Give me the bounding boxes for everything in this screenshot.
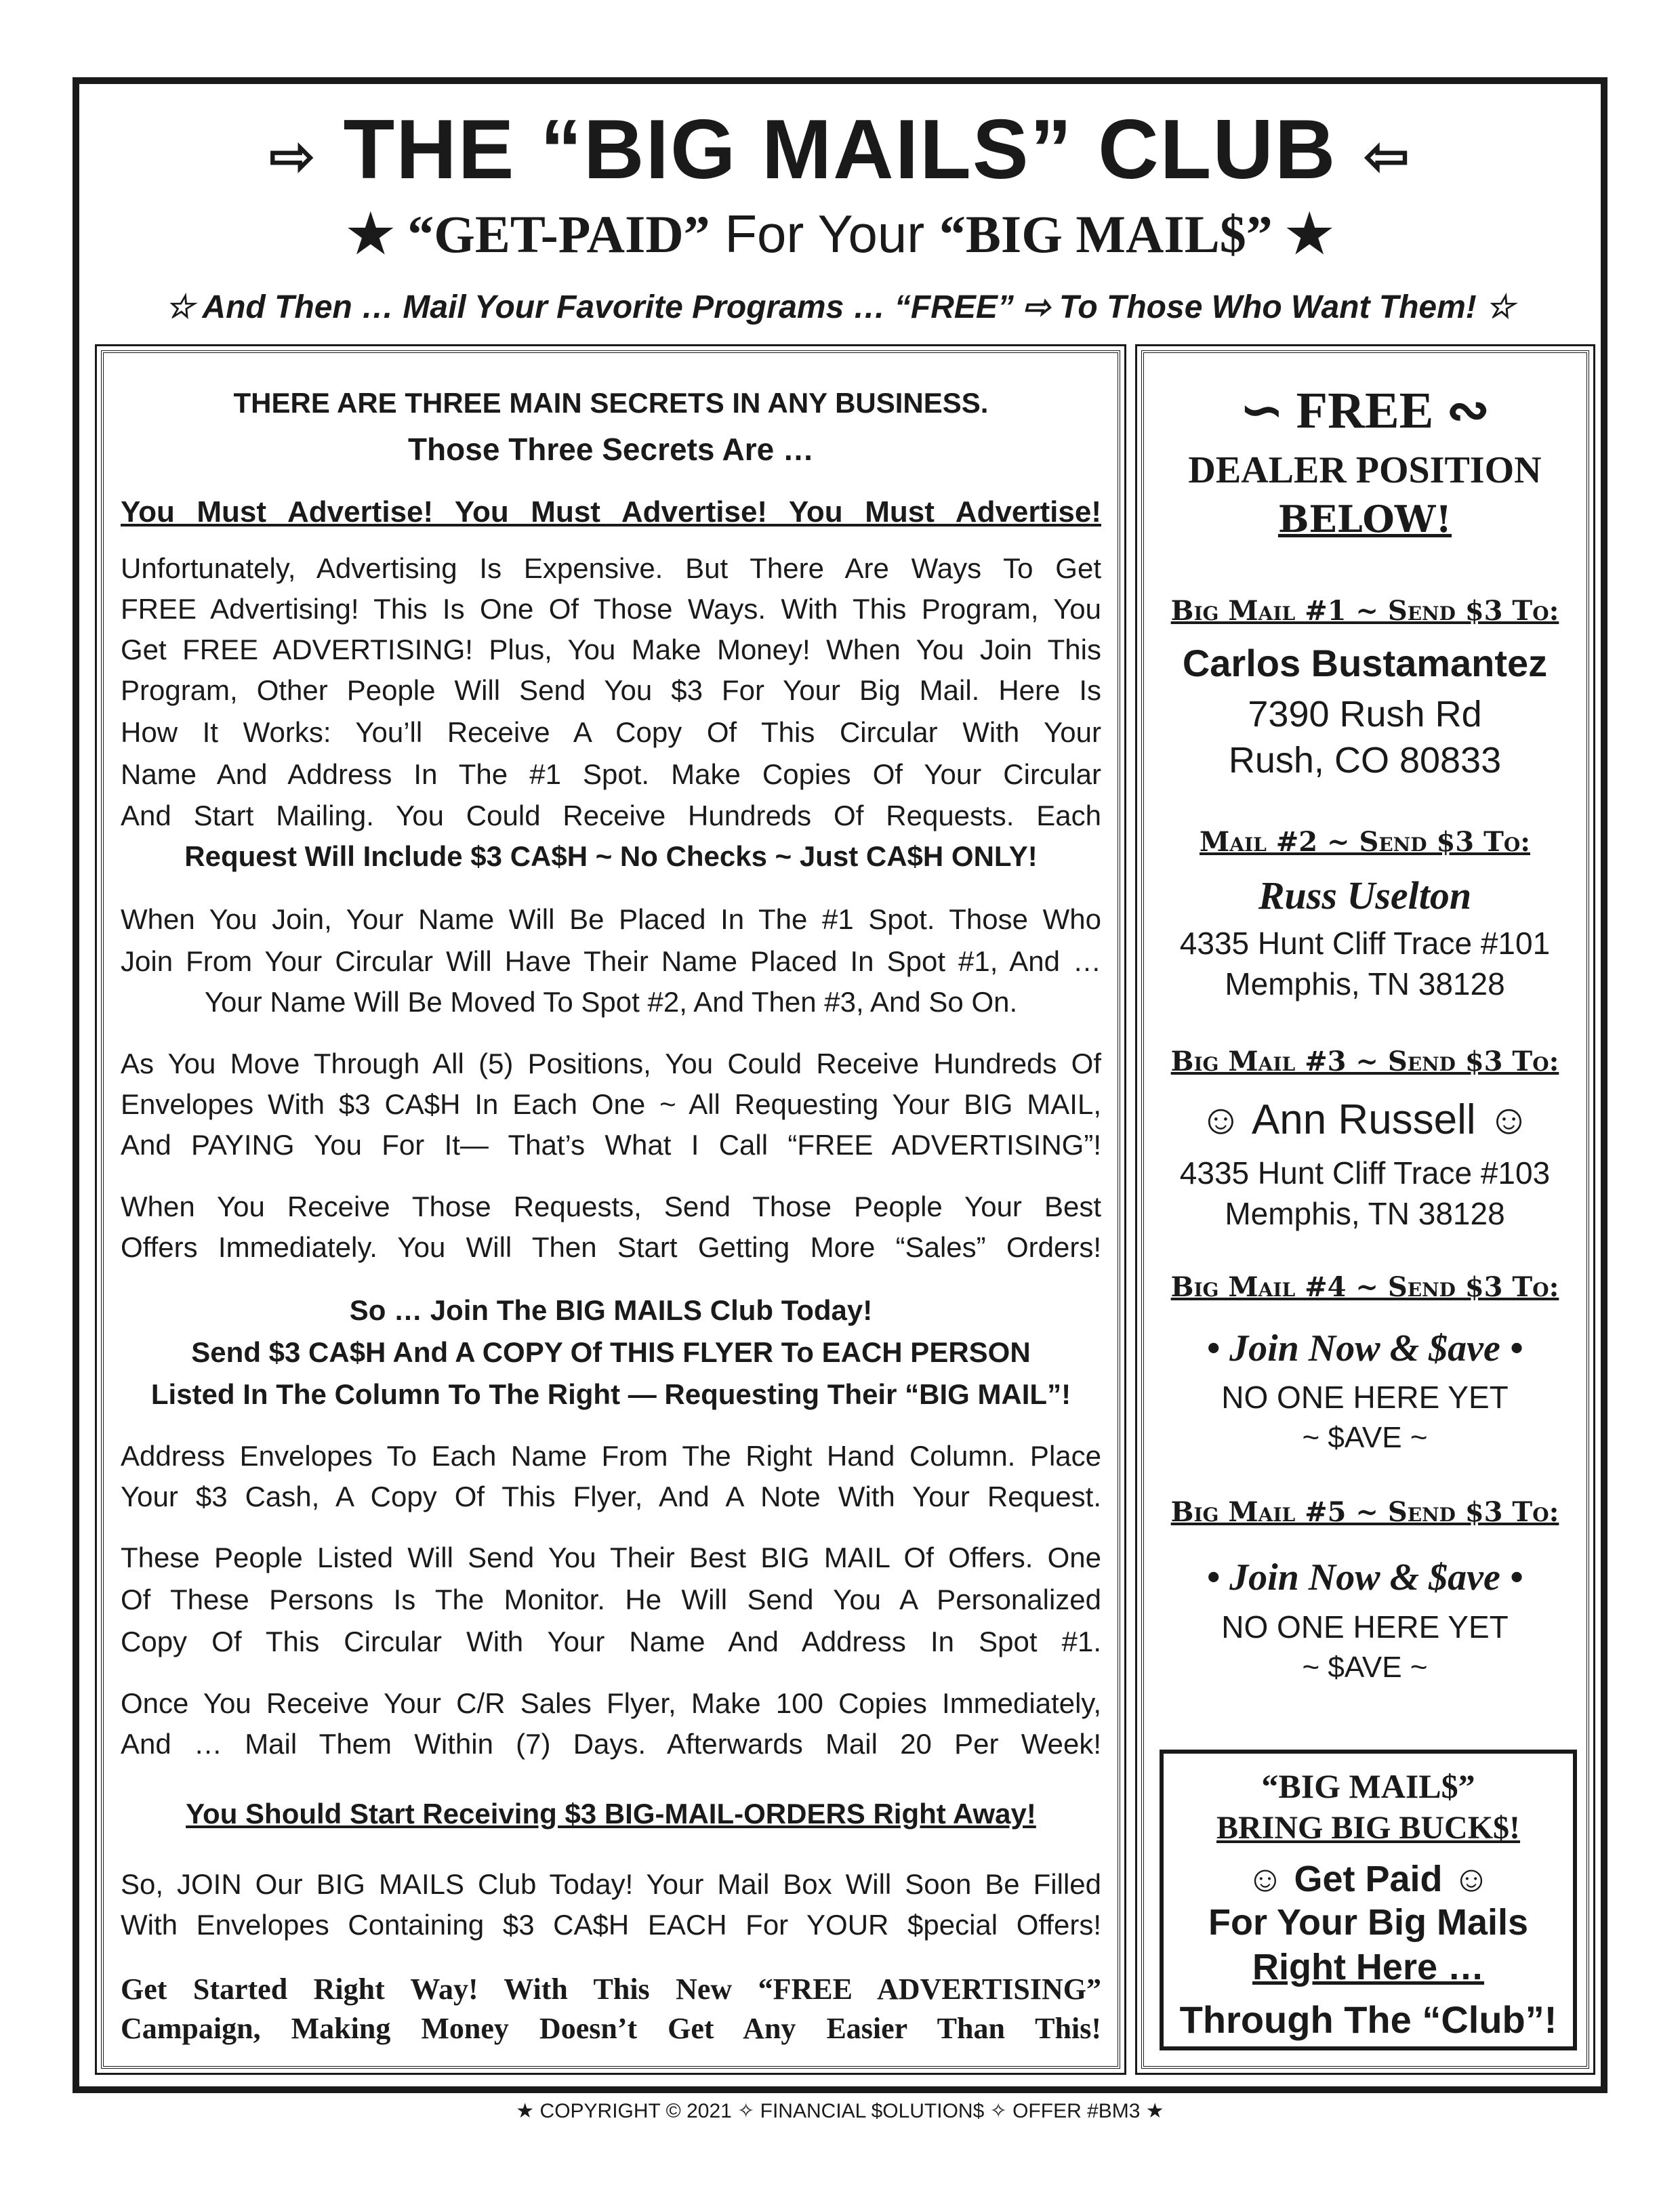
left-line-text: Offers Immediately. You Will Then Start Getting More “Sales” Orders! [121,1231,1101,1263]
right-line-text: ~ $AVE ~ [1302,1420,1428,1454]
right-line [1152,823,1578,861]
left-line-text: When You Join, Your Name Will Be Placed In The #1 Spot. Those Who [121,903,1101,935]
right-line [1152,1605,1578,1649]
right-line [1152,868,1578,923]
left-line [121,1126,1101,1165]
right-line-text: BELOW! [1277,497,1452,541]
right-line-text: Rush, CO 80833 [1228,739,1502,781]
right-line [1152,1192,1578,1235]
left-line-text: These People Listed Will Send You Their Best BIG MAIL Of Offers. One [121,1541,1101,1573]
left-line-text: Name And Address In The #1 Spot. Make Copies Of Your Circular [121,758,1101,790]
right-line-text: 4335 Hunt Cliff Trace #101 [1179,925,1551,961]
left-line [121,630,1101,670]
left-line-text: Send $3 CA$H And A COPY Of THIS FLYER To EACH PERSON [191,1336,1031,1368]
left-line-text: Get FREE ADVERTISING! Plus, You Make Money! When You Join This [121,633,1101,665]
tagline: ☆ And Then … Mail Your Favorite Programs … “FREE” ⇨ To Those Who Want Them! ☆ [165,289,1515,325]
right-line [1152,1268,1578,1306]
left-line [121,1968,1101,2010]
right-line-text: ∽ FREE ∾ [1239,381,1490,439]
left-line-text: Join From Your Circular Will Have Their Name Placed In Spot #1, And … [121,945,1101,977]
left-line-text: When You Receive Those Requests, Send Those People Your Best [121,1190,1101,1222]
left-line [121,1684,1101,1724]
left-line [121,2008,1101,2050]
right-line-text: NO ONE HERE YET [1221,1609,1509,1645]
left-line [121,1228,1101,1268]
right-line-text: ☺ Ann Russell ☺ [1199,1096,1531,1144]
right-line [1152,735,1578,786]
left-line [121,713,1101,753]
left-line [121,1865,1101,1905]
left-line-text: And Start Mailing. You Could Receive Hundreds Of Requests. Each [121,799,1101,831]
right-line-text: • Join Now & $ave • [1206,1327,1523,1369]
promo-line-text: Through The “Club”! [1179,1998,1557,2042]
left-line-text: Campaign, Making Money Doesn’t Get Any Easier Than This! [121,2012,1101,2046]
promo-line [1166,1941,1571,1993]
right-line [1152,592,1578,629]
right-line-text: • Join Now & $ave • [1206,1556,1523,1598]
right-line [1152,1042,1578,1080]
left-line-text: And PAYING You For It— That’s What I Call “FREE ADVERTISING”! [121,1128,1101,1161]
left-line-text: You Should Start Receiving $3 BIG-MAIL-ORDERS Right Away! [186,1797,1036,1830]
left-line-text: How It Works: You’ll Receive A Copy Of This Circular With Your [121,716,1101,748]
right-line-text: Memphis, TN 38128 [1225,966,1505,1002]
right-line-text: Big Mail #5 ~ Send $3 To: [1170,1495,1559,1528]
left-line-text: As You Move Through All (5) Positions, You Could Receive Hundreds Of [121,1047,1101,1079]
left-line-text: So, JOIN Our BIG MAILS Club Today! Your Mail Box Will Soon Be Filled [121,1867,1101,1900]
right-line-text: Mail #2 ~ Send $3 To: [1200,825,1530,858]
left-line-text: Get Started Right Way! With This New “FREE ADVERTISING” [121,1973,1101,2006]
right-line-text: 4335 Hunt Cliff Trace #103 [1179,1155,1551,1191]
left-line [121,1477,1101,1517]
left-line [121,671,1101,711]
left-line-text: Program, Other People Will Send You $3 For Your Big Mail. Here Is [121,674,1101,706]
left-line-text: Request Will Include $3 CA$H ~ No Checks ~ Just CA$H ONLY! [184,840,1038,872]
right-line [1152,922,1578,965]
promo-line [1166,1994,1571,2046]
right-line-text: Big Mail #4 ~ Send $3 To: [1170,1271,1559,1303]
right-line [1152,1647,1578,1689]
left-line-text: You Must Advertise! You Must Advertise! You Must Advertise! [121,495,1101,529]
left-line [121,1044,1101,1084]
left-line [121,796,1101,836]
left-line-text: FREE Advertising! This Is One Of Those Ways. With This Program, You [121,592,1101,625]
left-line [121,1333,1101,1373]
right-line [1152,962,1578,1006]
promo-line [1166,1805,1571,1851]
left-line [121,900,1101,940]
left-line [121,1794,1101,1834]
right-line [1152,1551,1578,1604]
right-line-text: Russ Uselton [1258,873,1472,918]
left-line [121,1085,1101,1125]
left-line [121,983,1101,1023]
left-line [121,428,1101,471]
right-line [1152,637,1578,690]
subtitle-big-mails: “BIG MAIL$” ★ [939,205,1334,264]
left-line-text: Your $3 Cash, A Copy Of This Flyer, And A Note With Your Request. [121,1480,1101,1512]
left-line-text: Listed In The Column To The Right — Requesting Their “BIG MAIL”! [150,1378,1071,1410]
promo-line-text: BRING BIG BUCK$! [1216,1810,1521,1846]
promo-line [1166,1897,1571,1948]
left-line-text: THERE ARE THREE MAIN SECRETS IN ANY BUSINESS. [233,386,989,419]
right-line-text: Big Mail #1 ~ Send $3 To: [1170,594,1559,627]
left-line [121,1375,1101,1415]
left-line [121,491,1101,533]
subtitle-get-paid: ★ “GET-PAID” [346,205,710,264]
left-line [121,1538,1101,1578]
right-line [1152,1322,1578,1375]
left-line-text: Of These Persons Is The Monitor. He Will Send You A Personalized [121,1583,1101,1615]
right-line [1152,1376,1578,1419]
left-line-text: Address Envelopes To Each Name From The Right Hand Column. Place [121,1439,1101,1472]
left-line [121,837,1101,877]
right-line-text: Memphis, TN 38128 [1225,1195,1505,1231]
left-line [121,1905,1101,1945]
left-line [121,590,1101,629]
right-line [1152,374,1578,446]
left-line [121,1437,1101,1477]
arrow-right-icon: ⇨ [269,125,316,186]
left-line [121,1622,1101,1662]
promo-line-text: ☺ Get Paid ☺ [1246,1858,1490,1899]
left-line [121,1725,1101,1764]
right-line [1152,688,1578,740]
right-line [1152,1151,1578,1195]
right-line-text: Big Mail #3 ~ Send $3 To: [1170,1045,1559,1077]
right-line [1152,493,1578,545]
left-line [121,942,1101,982]
left-line-text: Unfortunately, Advertising Is Expensive. But There Are Ways To Get [121,552,1101,584]
right-line [1152,1417,1578,1459]
right-line [1152,444,1578,497]
right-line-text: Carlos Bustamantez [1182,642,1548,685]
left-line [121,384,1101,424]
subtitle [0,203,1680,265]
left-line-text: Your Name Will Be Moved To Spot #2, And Then #3, And So On. [204,985,1018,1018]
left-line [121,755,1101,795]
left-line [121,1187,1101,1227]
right-line [1152,1493,1578,1531]
left-line-text: With Envelopes Containing $3 CA$H EACH For YOUR $pecial Offers! [121,1908,1101,1941]
promo-line-text: Right Here … [1252,1946,1485,1987]
left-line-text: Envelopes With $3 CA$H In Each One ~ All Requesting Your BIG MAIL, [121,1088,1101,1120]
right-line-text: DEALER POSITION [1188,449,1542,491]
right-line [1152,1091,1578,1150]
promo-line-text: For Your Big Mails [1208,1901,1529,1943]
left-line-text: Once You Receive Your C/R Sales Flyer, Make 100 Copies Immediately, [121,1687,1101,1719]
left-line-text: So … Join The BIG MAILS Club Today! [349,1294,873,1326]
right-line-text: 7390 Rush Rd [1248,693,1482,735]
right-line-text: NO ONE HERE YET [1221,1379,1509,1415]
left-line [121,1580,1101,1620]
title-text: THE “BIG MAILS” CLUB [343,103,1337,197]
copyright-footer: ★ COPYRIGHT © 2021 ✧ FINANCIAL $OLUTION$ ✧ OFFER #BM3 ★ [516,2100,1164,2122]
promo-line-text: “BIG MAIL$” [1261,1767,1475,1805]
left-line [121,549,1101,589]
subtitle-for-your: For Your [710,204,939,264]
page-title [0,102,1680,198]
left-line-text: And … Mail Them Within (7) Days. Afterwards Mail 20 Per Week! [121,1727,1101,1760]
promo-line [1166,1762,1571,1810]
right-line-text: ~ $AVE ~ [1302,1650,1428,1684]
left-line-text: Those Three Secrets Are … [407,431,815,467]
arrow-left-icon: ⇦ [1364,125,1411,186]
left-line [121,1291,1101,1331]
left-line-text: Copy Of This Circular With Your Name And Address In Spot #1. [121,1625,1101,1657]
